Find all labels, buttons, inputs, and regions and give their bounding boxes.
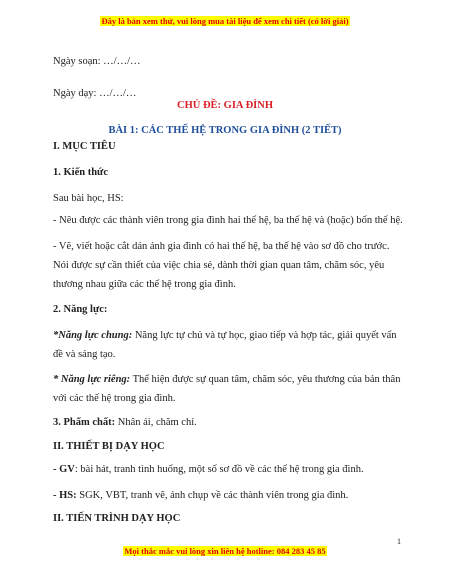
specific-competence-label: * Năng lực riêng: xyxy=(53,374,131,385)
header-notice: Đây là bản xem thử, vui lòng mua tài liệu để xem chi tiết (có lời giải) xyxy=(101,16,349,26)
page-number: 1 xyxy=(397,537,401,546)
qualities-label: 3. Phẩm chất: xyxy=(53,417,116,428)
section-objectives: I. MỤC TIÊU xyxy=(53,141,116,152)
teacher-equipment xyxy=(53,464,364,475)
section-process: II. TIẾN TRÌNH DẠY HỌC xyxy=(53,513,181,524)
specific-competence-text: Thể hiện được sự quan tâm, chăm sóc, yêu thương của bản thân xyxy=(130,374,401,385)
knowledge-line-1: - Nêu được các thành viên trong gia đình hai thế hệ, ba thế hệ và (hoặc) bốn thế hệ. xyxy=(53,215,403,226)
topic-title: CHỦ ĐỀ: GIA ĐÌNH xyxy=(177,100,273,111)
specific-competence-cont: với các thế hệ trong gia đình. xyxy=(53,393,176,404)
teacher-label: - GV xyxy=(53,464,75,475)
general-competence-text: Năng lực tự chủ và tự học, giao tiếp và hợp tác, giải quyết vấn xyxy=(132,330,397,341)
prep-date: Ngày soạn: …/…/… xyxy=(53,56,141,67)
teacher-text: : bài hát, tranh tình huống, một số sơ đồ về các thế hệ trong gia đình. xyxy=(74,464,364,475)
student-equipment xyxy=(53,490,348,501)
knowledge-line-2: - Vẽ, viết hoặc cắt dán ảnh gia đình có hai thế hệ, ba thế hệ vào sơ đồ cho trước. xyxy=(53,241,390,252)
subsection-competence: 2. Năng lực: xyxy=(53,304,108,315)
general-competence-cont: đề và sáng tạo. xyxy=(53,349,116,360)
knowledge-line-4: thương nhau giữa các thế hệ trong gia đình. xyxy=(53,279,236,290)
subsection-knowledge: 1. Kiến thức xyxy=(53,167,109,178)
section-equipment: II. THIẾT BỊ DẠY HỌC xyxy=(53,441,165,452)
general-competence-label: *Năng lực chung: xyxy=(53,330,133,341)
lesson-title: BÀI 1: CÁC THẾ HỆ TRONG GIA ĐÌNH (2 TIẾT) xyxy=(108,125,342,136)
qualities-text: Nhân ái, chăm chỉ. xyxy=(115,417,197,428)
knowledge-line-3: Nói được sự cần thiết của việc chia sẻ, dành thời gian quan tâm, chăm sóc, yêu xyxy=(53,260,385,271)
knowledge-intro: Sau bài học, HS: xyxy=(53,193,124,204)
student-text: SGK, VBT, tranh vẽ, ảnh chụp về các thành viên trong gia đình. xyxy=(76,490,349,501)
teach-date: Ngày dạy: …/…/… xyxy=(53,88,137,99)
footer-notice: Mọi thắc mắc vui lòng xin liên hệ hotline: 084 283 45 85 xyxy=(124,546,326,556)
general-competence xyxy=(53,330,397,341)
student-label: - HS: xyxy=(53,490,77,501)
specific-competence xyxy=(53,374,400,385)
qualities xyxy=(53,417,197,428)
